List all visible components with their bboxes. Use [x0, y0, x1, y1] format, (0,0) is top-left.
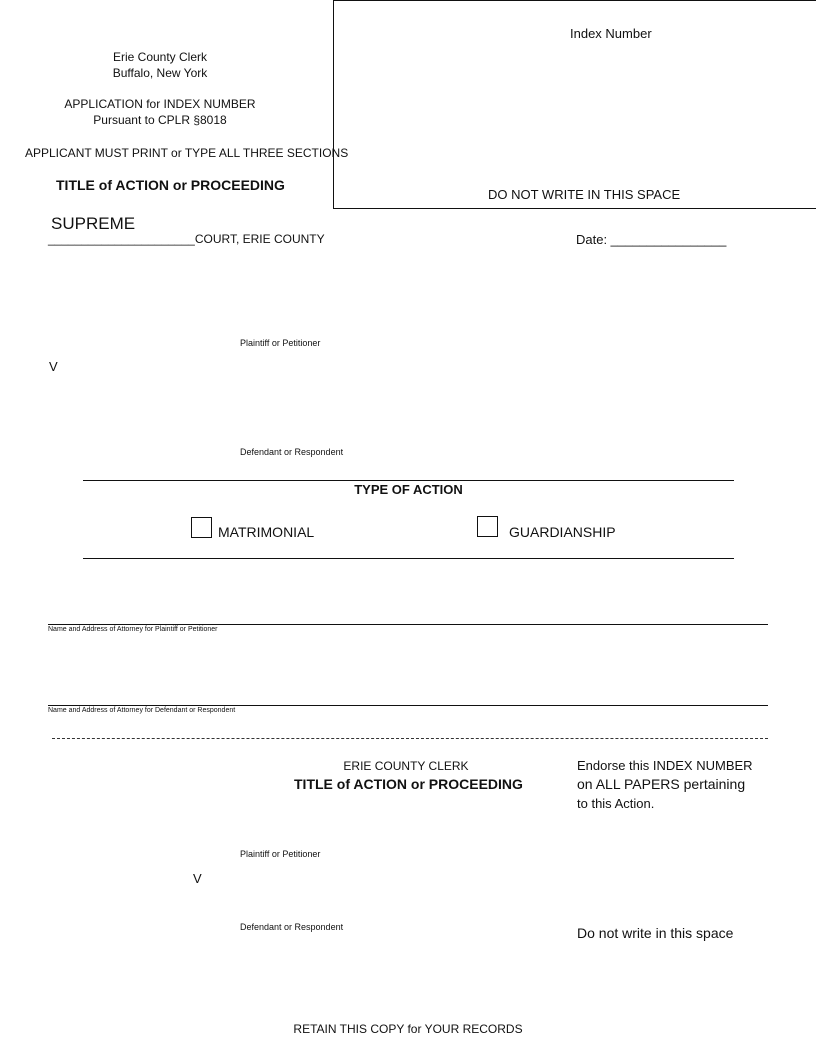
guardianship-checkbox[interactable]	[477, 516, 498, 537]
pursuant-text: Pursuant to CPLR §8018	[93, 113, 227, 127]
type-action-bottom-rule	[83, 558, 734, 559]
endorse-line-3: to this Action.	[577, 796, 655, 811]
court-value[interactable]: SUPREME	[51, 214, 136, 233]
instruction-text: APPLICANT MUST PRINT or TYPE ALL THREE SECTIONS	[25, 146, 349, 160]
date-field[interactable]: Date: ________________	[576, 232, 727, 247]
plaintiff-label: Plaintiff or Petitioner	[240, 338, 321, 348]
title-heading: TITLE of ACTION or PROCEEDING	[56, 177, 285, 193]
receipt-plaintiff-label: Plaintiff or Petitioner	[240, 849, 321, 859]
plaintiff-attorney-label: Name and Address of Attorney for Plaintiff or Petitioner	[48, 626, 218, 633]
receipt-versus-label: V	[193, 871, 202, 886]
plaintiff-attorney-line[interactable]	[48, 624, 768, 625]
type-of-action-heading: TYPE OF ACTION	[354, 482, 463, 497]
endorse-line-1: Endorse this INDEX NUMBER	[577, 758, 753, 773]
receipt-defendant-label: Defendant or Respondent	[240, 922, 344, 932]
index-number-box	[333, 0, 816, 209]
clerk-city: Buffalo, New York	[112, 66, 208, 80]
index-number-label: Index Number	[570, 26, 652, 41]
clerk-name: Erie County Clerk	[112, 50, 208, 64]
receipt-do-not-write: Do not write in this space	[577, 925, 734, 941]
court-line: ______________________COURT, ERIE COUNTY	[48, 232, 325, 246]
retain-copy-note: RETAIN THIS COPY for YOUR RECORDS	[293, 1022, 523, 1036]
receipt-title-heading: TITLE of ACTION or PROCEEDING	[294, 776, 523, 792]
matrimonial-label: MATRIMONIAL	[218, 524, 315, 540]
versus-label: V	[49, 359, 58, 374]
application-title: APPLICATION for INDEX NUMBER	[64, 97, 256, 111]
matrimonial-checkbox[interactable]	[191, 517, 212, 538]
guardianship-label: GUARDIANSHIP	[509, 524, 616, 540]
do-not-write-note: DO NOT WRITE IN THIS SPACE	[488, 187, 681, 202]
type-action-top-rule	[83, 480, 734, 481]
defendant-attorney-label: Name and Address of Attorney for Defendant or Respondent	[48, 707, 236, 714]
defendant-label: Defendant or Respondent	[240, 447, 344, 457]
defendant-attorney-line[interactable]	[48, 705, 768, 706]
cut-line	[52, 738, 768, 739]
receipt-clerk: ERIE COUNTY CLERK	[343, 759, 469, 773]
endorse-line-2: on ALL PAPERS pertaining	[577, 776, 746, 792]
